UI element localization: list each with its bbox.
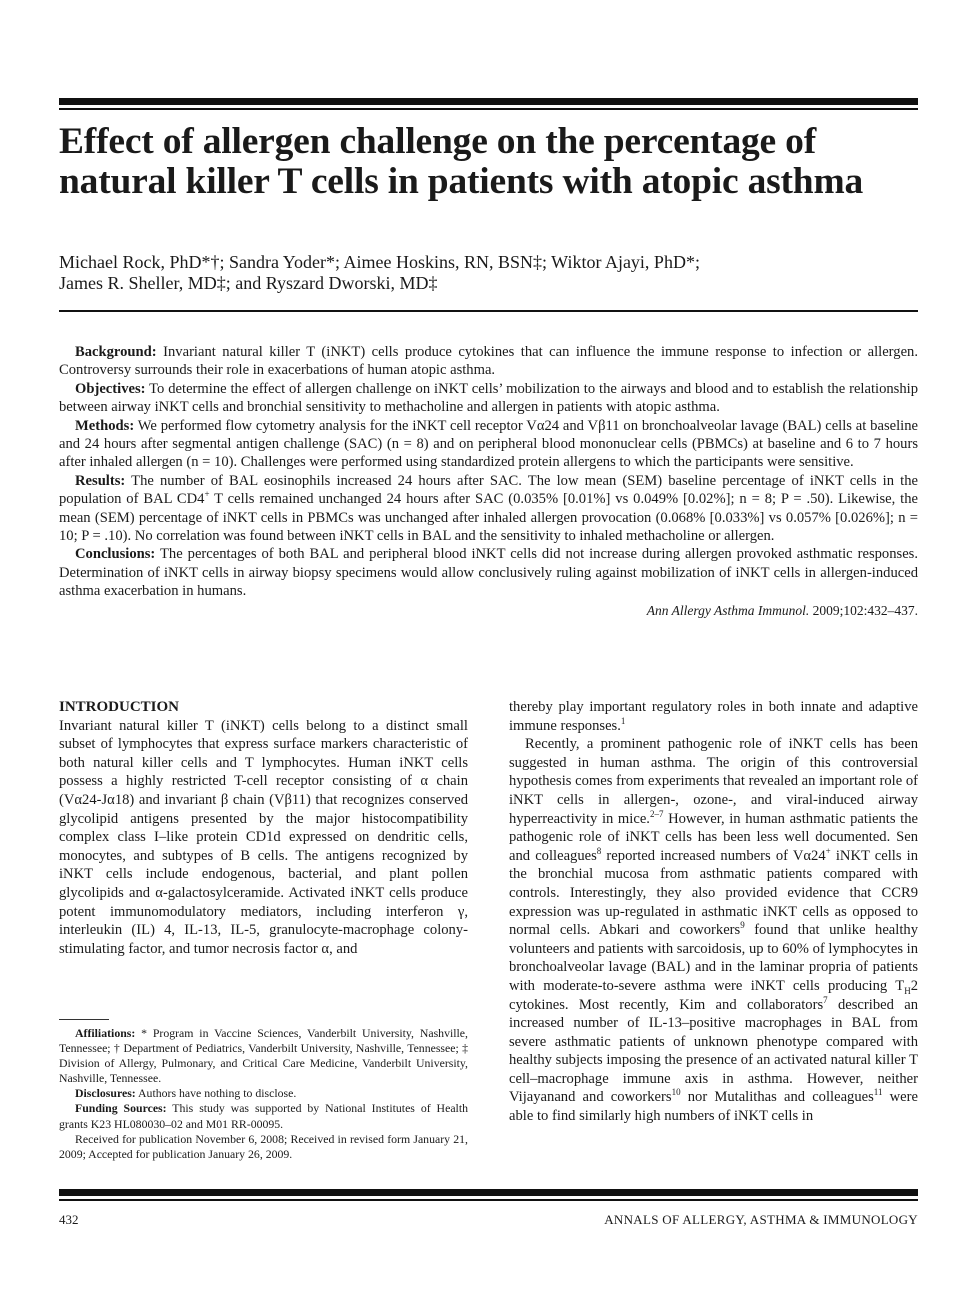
p2-text-f: 2 cytokines. Most recently, Kim and collaborators bbox=[509, 977, 918, 1013]
th-subscript: H bbox=[904, 985, 911, 996]
objectives-text: To determine the effect of allergen challenge on iNKT cells’ mobilization to the airways and blood and to establish the relationship between airway iNKT cells and bronchial sensitivity to methacholine and allergen in patients with atopic asthma. bbox=[59, 380, 918, 416]
footnote-divider bbox=[59, 1019, 109, 1020]
background-label: Background: bbox=[75, 344, 157, 360]
p2-text-a: Recently, a prominent pathogenic role of iNKT cells has been suggested in human asthma. The origin of this controversial hypothesis comes from experiments that revealed an important role of iNKT cells in allergen-, ozone-, and viral-induced airway hyperreactivity in mice. bbox=[509, 736, 918, 827]
p1-cont-text: thereby play important regulatory roles in both innate and adaptive immune responses. bbox=[509, 699, 918, 734]
abstract-top-rule bbox=[59, 310, 918, 312]
abstract-methods bbox=[59, 417, 918, 472]
abstract-conclusions bbox=[59, 545, 918, 600]
conclusions-text: The percentages of both BAL and peripheral blood iNKT cells did not increase during allergen provoked asthmatic responses. Determination of iNKT cells in airway biopsy specimens would allow conclusively ruling against mobilization of iNKT cells in allergen-induced asthma exacerbation in humans. bbox=[59, 546, 918, 600]
journal-name: ANNALS OF ALLERGY, ASTHMA & IMMUNOLOGY bbox=[604, 1212, 918, 1227]
top-rule-thin bbox=[59, 108, 918, 110]
methods-label: Methods: bbox=[75, 417, 135, 434]
p2-text-d: iNKT cells in the bronchial mucosa from asthmatic patients compared with controls. Interestingly, they also provided evidence that CCR9 expression was up-regulated in asthmatic iNKT cells as opposed to normal cells. Abkari and coworkers bbox=[509, 847, 919, 939]
footnote-affiliations bbox=[59, 1026, 468, 1086]
section-heading-introduction: INTRODUCTION bbox=[59, 699, 180, 715]
footnote-received: Received for publication November 6, 2008; Received in revised form January 21, 2009; Accepted for publication January 26, 2009. bbox=[59, 1131, 468, 1161]
results-superscript: + bbox=[204, 489, 210, 500]
ref-9: 9 bbox=[740, 920, 745, 931]
affiliations-text: * Program in Vaccine Sciences, Vanderbilt University, Nashville, Tennessee; † Department of Pediatrics, Vanderbilt University, Nashville, Tennessee; ‡ Division of Allergy, Pulmonary, and Critical Care Medicine, Vanderbilt University, Nashville, Tennessee. bbox=[59, 1026, 468, 1086]
p2-superscript-plus: + bbox=[825, 845, 831, 856]
disclosures-text: Authors have nothing to disclose. bbox=[135, 1086, 297, 1101]
objectives-label: Objectives: bbox=[75, 380, 146, 397]
article-title: Effect of allergen challenge on the percentage of natural killer T cells in patients with atopic asthma bbox=[59, 121, 864, 202]
intro-paragraph-1: Invariant natural killer T (iNKT) cells belong to a distinct small subset of lymphocytes that express surface markers characteristic of both natural killer cells and T lymphocytes. Human iNKT cells possess a highly restricted T-cell receptor consisting of α chain (Vα24-Jα18) and invariant β chain (Vβ11) that recognizes conserved glycolipid antigens presented by the major histocompatibility complex class I–like protein CD1d expressed on dendritic cells, monocytes, and subtypes of B cells. The antigens recognized by iNKT cells include endogenous, bacterial, and plant pollen glycolipids and α-galactosylceramide. Activated iNKT cells produce potent immunomodulatory mediators, including interferon γ, interleukin (IL) 4, IL-13, IL-5, granulocyte-macrophage colony-stimulating factor, and tumor necrosis factor α, and bbox=[59, 717, 468, 957]
p2-text-i: were able to find similarly high numbers of iNKT cells in bbox=[509, 1089, 918, 1125]
ref-8: 8 bbox=[596, 845, 602, 856]
p2-text-h: nor Mutalithas and colleagues bbox=[680, 1089, 874, 1106]
disclosures-label: Disclosures: bbox=[75, 1086, 136, 1101]
affiliations-label: Affiliations: bbox=[75, 1026, 136, 1040]
background-text: Invariant natural killer T (iNKT) cells produce cytokines that can influence the immune response to infection or allergen. Controversy surrounds their role in exacerbations of human atopic asthma. bbox=[59, 344, 918, 379]
ref-10: 10 bbox=[671, 1087, 681, 1098]
results-text-a: The number of BAL eosinophils increased 24 hours after SAC. The low mean (SEM) baseline percentage of iNKT cells in the population of BAL CD4 bbox=[59, 472, 918, 508]
page-number: 432 bbox=[59, 1212, 79, 1227]
citation-ref: 2009;102:432–437. bbox=[809, 602, 918, 618]
left-column bbox=[59, 698, 468, 958]
abstract bbox=[59, 343, 918, 620]
bottom-rule-thick bbox=[59, 1189, 918, 1196]
authors-line-1: Michael Rock, PhD*†; Sandra Yoder*; Aimee Hoskins, RN, BSN‡; Wiktor Ajayi, PhD*; bbox=[59, 252, 700, 272]
footnote-funding bbox=[59, 1101, 468, 1131]
ref-7: 7 bbox=[823, 994, 828, 1005]
author-list bbox=[59, 252, 918, 294]
ref-1: 1 bbox=[620, 715, 626, 726]
conclusions-label: Conclusions: bbox=[75, 546, 156, 563]
right-column bbox=[509, 698, 918, 1126]
authors-line-2: James R. Sheller, MD‡; and Ryszard Dworski, MD‡ bbox=[59, 273, 438, 293]
p2-text-b: However, in human asthmatic patients the pathogenic role of iNKT cells has been less well documented. Sen and colleagues bbox=[509, 810, 918, 864]
abstract-objectives bbox=[59, 380, 918, 417]
methods-text: We performed flow cytometry analysis for the iNKT cell receptor Vα24 and Vβ11 on bronchoalveolar lavage (BAL) cells at baseline and 24 hours after segmental antigen challenge (SAC) (n = 8) and on peripheral blood mononuclear cells (PBMCs) at baseline and 6 to 7 hours after inhaled allergen (n = 10). Challenges were performed using standardized protein allergens to which the participants were sensitive. bbox=[59, 417, 918, 471]
p2-text-e: found that unlike healthy volunteers and patients with sarcoidosis, up to 60% of lymphocytes in bronchoalveolar lavage (BAL) and in the laminar propria of patients with moderate-to-severe asthma were iNKT cells producing T bbox=[509, 922, 918, 994]
footnote-disclosures bbox=[59, 1086, 468, 1101]
p2-text-c: reported increased numbers of Vα24 bbox=[601, 847, 826, 864]
top-rule-thick bbox=[59, 98, 918, 105]
abstract-background bbox=[59, 343, 918, 380]
results-text-b: T cells remained unchanged 24 hours after SAC (0.035% [0.01%] vs 0.049% [0.02%]; n = 8; P = .50). Likewise, the mean (SEM) percentage of iNKT cells in PBMCs was unchanged after inhaled allergen provocation (0.068% [0.033%] vs 0.057% [0.026%]; n = 10; P = .10). No correlation was found between iNKT cells in BAL and the sensitivity to inhaled methacholine or allergen. bbox=[59, 491, 918, 545]
abstract-results bbox=[59, 472, 918, 546]
funding-label: Funding Sources: bbox=[75, 1101, 167, 1116]
results-label: Results: bbox=[75, 472, 126, 489]
intro-paragraph-2 bbox=[509, 735, 918, 1125]
ref-2-7: 2–7 bbox=[649, 808, 664, 819]
citation-journal: Ann Allergy Asthma Immunol. bbox=[646, 602, 810, 618]
ref-11: 11 bbox=[873, 1087, 883, 1098]
intro-paragraph-1-continued bbox=[509, 698, 918, 735]
bottom-rule-thin bbox=[59, 1199, 918, 1201]
funding-text: This study was supported by National Institutes of Health grants K23 HL080030–02 and M01 RR-00095. bbox=[59, 1101, 469, 1131]
p2-text-g: described an increased number of IL-13–positive macrophages in BAL from severe asthmatic patients of unknown phenotype compared with healthy subjects imposing the presence of an activated natural killer T cell–macrophage immune axis in asthma. However, neither Vijayanand and coworkers bbox=[509, 996, 918, 1106]
citation bbox=[59, 602, 918, 620]
footnotes bbox=[59, 1026, 468, 1162]
